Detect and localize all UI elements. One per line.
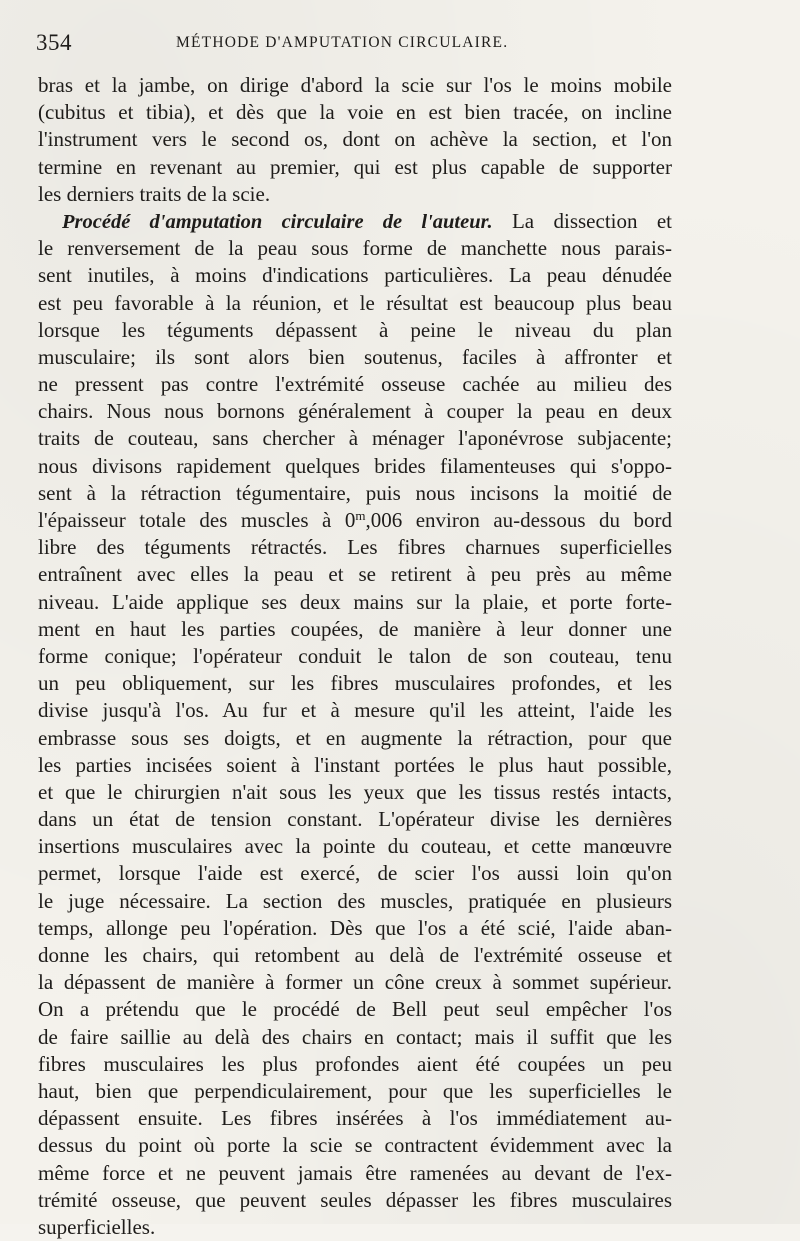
text-line: les derniers traits de la scie. (38, 181, 271, 206)
body-text (38, 72, 672, 1241)
text-line: donne les chairs, qui retombent au delà de l'extrémité osseuse et (38, 943, 672, 967)
text-line: le juge nécessaire. La section des muscles, pratiquée en plusieurs (38, 888, 672, 913)
text-line: même force et ne peuvent jamais être ramenées au devant de l'ex- (38, 1160, 672, 1185)
text-line: la dépassent de manière à former un cône creux à sommet supérieur. (38, 970, 672, 995)
section-title: Procédé d'amputation circulaire de l'auteur. (62, 210, 493, 233)
text-line: un peu obliquement, sur les fibres musculaires profondes, et les (38, 671, 672, 696)
text-line: superficielles. (38, 1214, 156, 1239)
text-line: les parties incisées soient à l'instant portées le plus haut possible, (38, 752, 672, 777)
text-fragment: La dissection et (492, 208, 673, 233)
text-line: termine en revenant au premier, qui est plus capable de supporter (38, 154, 672, 179)
text-line: permet, lorsque l'aide est exercé, de scier l'os aussi loin qu'on (38, 861, 672, 886)
text-line: fibres musculaires les plus profondes aient été coupées un peu (38, 1051, 672, 1076)
text-line: est peu favorable à la réunion, et le résultat est beaucoup plus beau (38, 290, 672, 315)
text-line: sent à la rétraction tégumentaire, puis nous incisons la moitié de (38, 480, 672, 505)
text-line: sent inutiles, à moins d'indications particulières. La peau dénudée (38, 263, 672, 288)
text-line: dessus du point où porte la scie se contractent évidemment avec la (38, 1133, 672, 1158)
text-line-measure (38, 507, 672, 534)
text-line: entraînent avec elles la peau et se retirent à peu près au même (38, 562, 672, 587)
text-line: musculaire; ils sont alors bien soutenus, faciles à affronter et (38, 344, 672, 369)
text-line: On a prétendu que le procédé de Bell peut seul empêcher l'os (38, 997, 672, 1022)
text-line: ment en haut les parties coupées, de manière à leur donner une (38, 616, 672, 641)
text-line: nous divisons rapidement quelques brides filamenteuses qui s'oppo- (38, 453, 672, 478)
text-fragment: ,006 environ au-dessous du bord (365, 508, 672, 532)
text-line: insertions musculaires avec la pointe du couteau, et cette manœuvre (38, 834, 672, 859)
text-line: et que le chirurgien n'ait sous les yeux que les tissus restés intacts, (38, 779, 672, 804)
text-line: lorsque les téguments dépassent à peine le niveau du plan (38, 317, 672, 342)
page-header (36, 30, 736, 60)
text-line: le renversement de la peau sous forme de manchette nous parais- (38, 236, 672, 261)
text-line: dans un état de tension constant. L'opérateur divise les dernières (38, 807, 672, 832)
text-line: de faire saillie au delà des chairs en contact; mais il suffit que les (38, 1024, 672, 1049)
text-line: bras et la jambe, on dirige d'abord la scie sur l'os le moins mobile (38, 73, 672, 97)
running-head: MÉTHODE D'AMPUTATION CIRCULAIRE. (176, 34, 509, 51)
text-line: ne pressent pas contre l'extrémité osseuse cachée au milieu des (38, 372, 672, 397)
text-line: haut, bien que perpendiculairement, pour que les superficielles le (38, 1078, 672, 1103)
text-line: temps, allonge peu l'opération. Dès que l'os a été scié, l'aide aban- (38, 915, 672, 940)
text-line: divise jusqu'à l'os. Au fur et à mesure qu'il les atteint, l'aide les (38, 698, 672, 723)
text-line: (cubitus et tibia), et dès que la voie en est bien tracée, on incline (38, 100, 672, 125)
text-line: trémité osseuse, que peuvent seules dépasser les fibres musculaires (38, 1187, 672, 1212)
text-fragment: l'épaisseur totale des muscles à 0 (38, 508, 356, 532)
text-line: niveau. L'aide applique ses deux mains sur la plaie, et porte forte- (38, 589, 672, 614)
section-heading-line (38, 208, 672, 235)
text-line: embrasse sous ses doigts, et en augmente la rétraction, pour que (38, 725, 672, 750)
text-line: dépassent ensuite. Les fibres insérées à l'os immédiatement au- (38, 1106, 672, 1131)
text-line: forme conique; l'opérateur conduit le talon de son couteau, tenu (38, 643, 672, 668)
text-line: chairs. Nous nous bornons généralement à couper la peau en deux (38, 399, 672, 424)
text-line: libre des téguments rétractés. Les fibres charnues superficielles (38, 535, 672, 560)
text-line: l'instrument vers le second os, dont on achève la section, et l'on (38, 127, 672, 152)
text-line: traits de couteau, sans chercher à ménager l'aponévrose subjacente; (38, 426, 672, 451)
superscript-unit: m (355, 508, 366, 523)
page-number: 354 (36, 30, 72, 55)
